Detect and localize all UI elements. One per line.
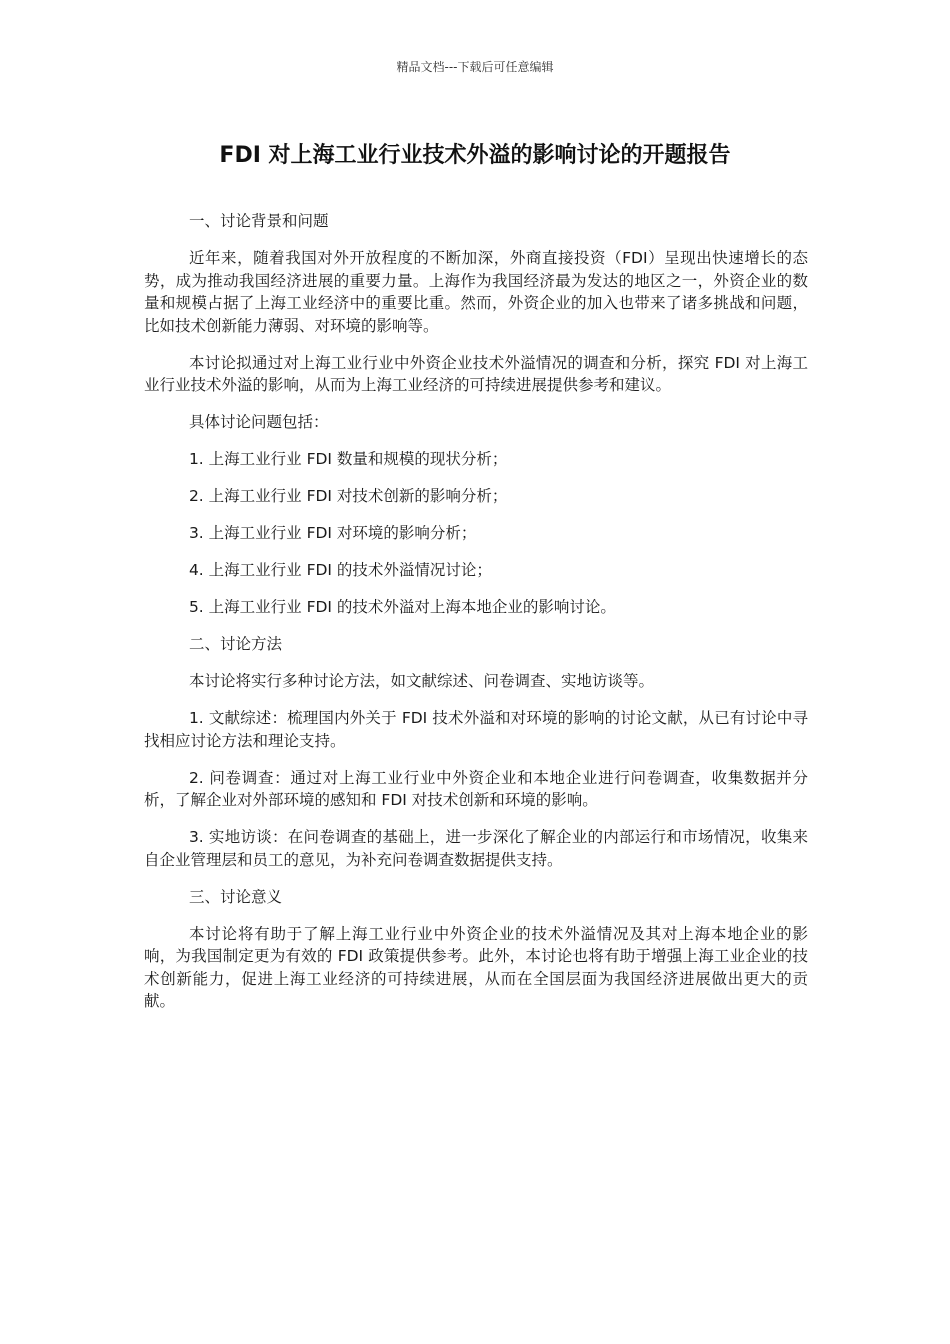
questions-intro: 具体讨论问题包括：	[188, 413, 329, 431]
background-paragraph: 近年来，随着我国对外开放程度的不断加深，外商直接投资（FDI）呈现出快速增长的态势，成为推动我国经济进展的重要力量。上海作为我国经济最为发达的地区之一，外资企业的数量和规模占据了上海工业经济中的重要比重。然而，外资企业的加入也带来了诸多挑战和问题，比如技术创新能力薄弱、对环境的影响等。	[144, 249, 808, 335]
header-note: 精品文档---下载后可任意编辑	[396, 60, 554, 74]
section-heading-methods: 二、讨论方法	[188, 635, 282, 653]
document-title: FDI 对上海工业行业技术外溢的影响讨论的开题报告	[219, 143, 731, 168]
method-item: 3. 实地访谈：在问卷调查的基础上，进一步深化了解企业的内部运行和市场情况，收集来自企业管理层和员工的意见，为补充问卷调查数据提供支持。	[144, 828, 808, 869]
section-heading-significance: 三、讨论意义	[188, 887, 282, 906]
section-heading-background: 一、讨论背景和问题	[188, 212, 329, 230]
question-item: 5. 上海工业行业 FDI 的技术外溢对上海本地企业的影响讨论。	[188, 598, 616, 616]
question-item: 1. 上海工业行业 FDI 数量和规模的现状分析；	[188, 450, 508, 468]
document-body	[144, 210, 808, 1027]
question-item: 3. 上海工业行业 FDI 对环境的影响分析；	[188, 524, 477, 542]
question-item: 2. 上海工业行业 FDI 对技术创新的影响分析；	[188, 487, 508, 505]
significance-paragraph: 本讨论将有助于了解上海工业行业中外资企业的技术外溢情况及其对上海本地企业的影响，为我国制定更为有效的 FDI 政策提供参考。此外，本讨论也将有助于增强上海工业企业的技术创新能力，促进上海工业经济的可持续进展，从而在全国层面为我国经济进展做出更大的贡献。	[144, 924, 808, 1010]
methods-intro: 本讨论将实行多种讨论方法，如文献综述、问卷调查、实地访谈等。	[188, 672, 654, 690]
objective-paragraph: 本讨论拟通过对上海工业行业中外资企业技术外溢情况的调查和分析，探究 FDI 对上海工业行业技术外溢的影响，从而为上海工业经济的可持续进展提供参考和建议。	[144, 353, 808, 394]
question-item: 4. 上海工业行业 FDI 的技术外溢情况讨论；	[188, 561, 492, 579]
method-item: 2. 问卷调查：通过对上海工业行业中外资企业和本地企业进行问卷调查，收集数据并分析，了解企业对外部环境的感知和 FDI 对技术创新和环境的影响。	[144, 768, 808, 809]
method-item: 1. 文献综述：梳理国内外关于 FDI 技术外溢和对环境的影响的讨论文献，从已有讨论中寻找相应讨论方法和理论支持。	[144, 709, 808, 750]
